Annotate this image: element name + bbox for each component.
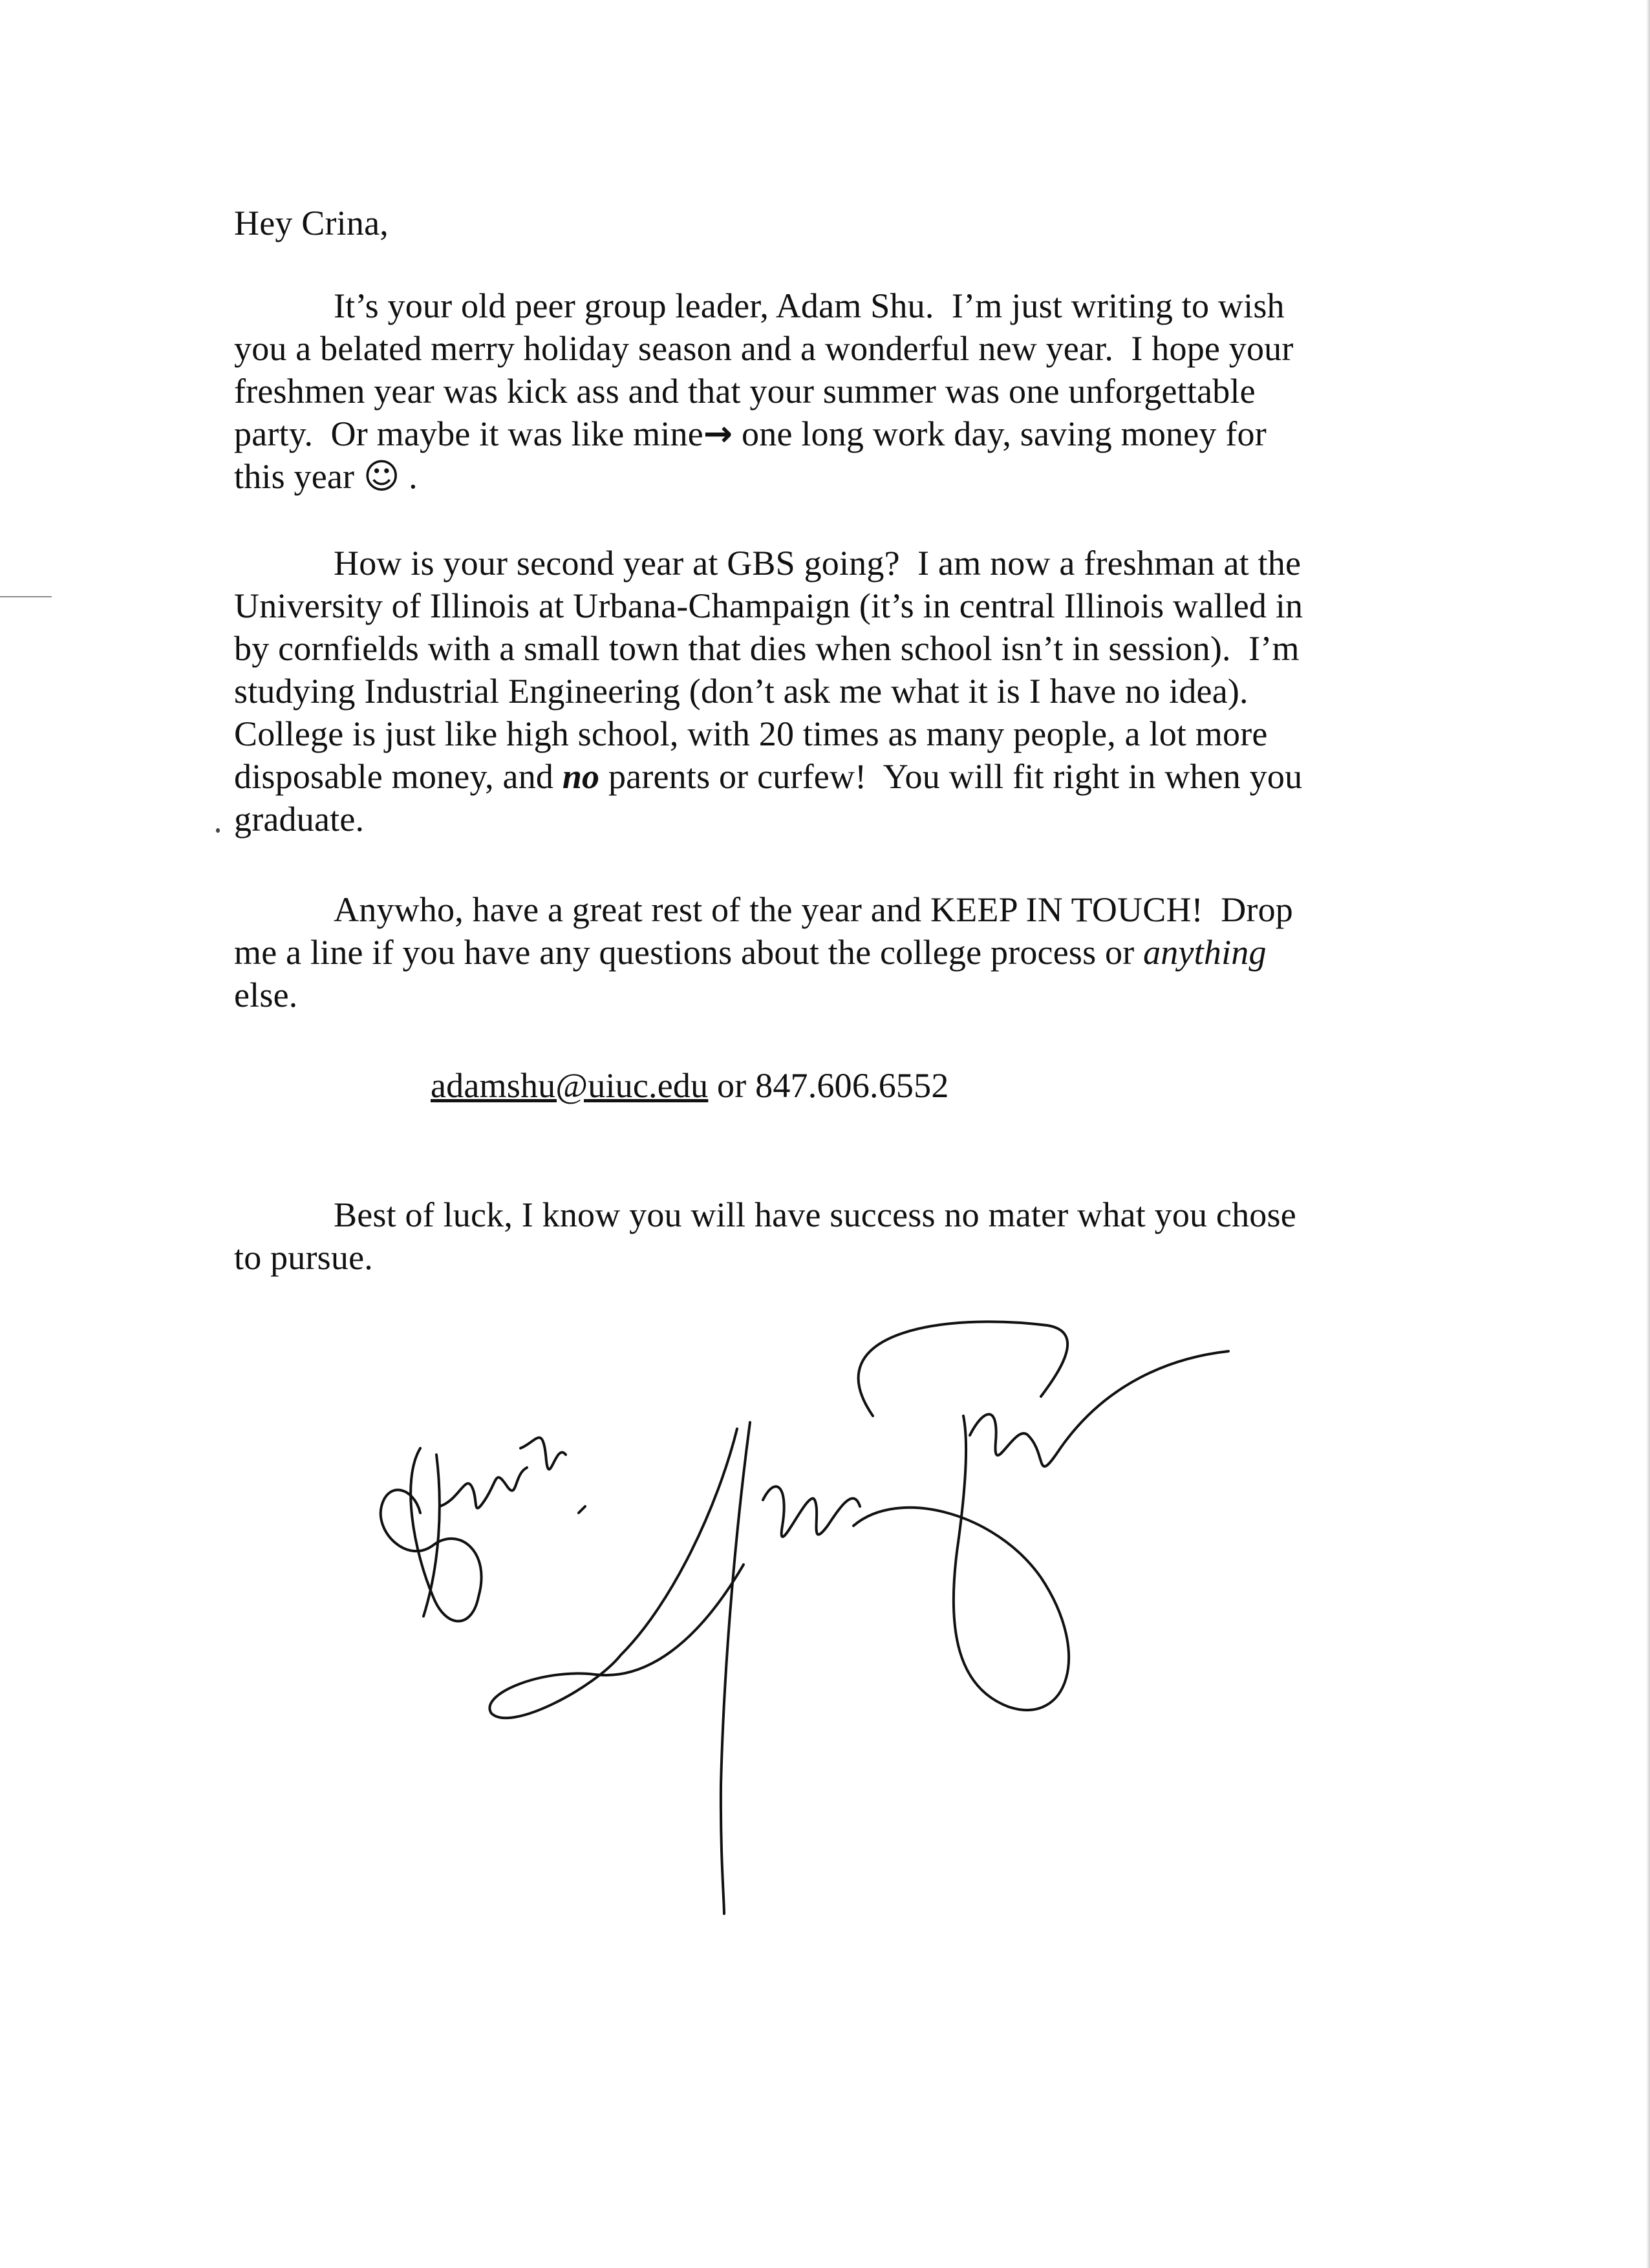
- p1-line-4b: one long work day, saving money for: [733, 414, 1267, 453]
- signature-stroke-c: [440, 1468, 527, 1508]
- emphasis-no: no: [562, 757, 600, 796]
- p1-line-5: [234, 455, 418, 498]
- p2-line-6a: disposable money, and: [234, 757, 562, 796]
- p1-line-5a: this year: [234, 457, 363, 496]
- phone-number: 847.606.6552: [755, 1066, 949, 1105]
- p2-line-4: studying Industrial Engineering (don’t ask me what it is I have no idea).: [234, 672, 1248, 711]
- p3-line-1: Anywho, have a great rest of the year and KEEP IN TOUCH! Drop: [334, 890, 1294, 929]
- p3-line-2a: me a line if you have any questions about the college process or: [234, 933, 1144, 972]
- handwritten-signature: [362, 1293, 1254, 1927]
- signature-stroke-d: [520, 1438, 566, 1470]
- p3-line-2: [234, 931, 1267, 974]
- p3-line-3: else.: [234, 976, 298, 1014]
- scan-mark: [0, 596, 52, 597]
- email-link[interactable]: adamshu@uiuc.edu: [431, 1066, 709, 1105]
- emphasis-anything: anything: [1143, 933, 1267, 972]
- arrow-icon: →: [703, 413, 733, 454]
- signature-stroke-e: [489, 1429, 744, 1718]
- signature-stroke-h: [859, 1321, 1067, 1416]
- p2-line-3: by cornfields with a small town that dies when school isn’t in session). I’m: [234, 629, 1300, 668]
- contact-line: [431, 1064, 949, 1107]
- contact-separator: or: [708, 1066, 756, 1105]
- signature-stroke-i: [853, 1416, 1069, 1710]
- signature-stroke-j: [970, 1351, 1228, 1466]
- p2-line-5: College is just like high school, with 20 times as many people, a lot more: [234, 714, 1268, 753]
- p2-line-1: How is your second year at GBS going? I am now a freshman at the: [334, 544, 1302, 583]
- signature-comma: [579, 1506, 585, 1513]
- p1-line-2: you a belated merry holiday season and a wonderful new year. I hope your: [234, 329, 1294, 368]
- p1-line-5b: .: [400, 457, 418, 496]
- p2-line-2: University of Illinois at Urbana-Champaign (it’s in central Illinois walled in: [234, 586, 1303, 625]
- greeting: Hey Crina,: [234, 204, 389, 242]
- signature-stroke-g: [763, 1486, 860, 1537]
- signature-stroke-a: [381, 1448, 482, 1621]
- p2-line-6: [234, 755, 1302, 798]
- scan-edge-shadow: [1646, 0, 1650, 2268]
- smiley-icon: ☺: [363, 456, 400, 497]
- scan-dot: [216, 828, 220, 833]
- p1-line-4a: party. Or maybe it was like mine: [234, 414, 703, 453]
- closing-line-1: Best of luck, I know you will have success no mater what you chose: [334, 1195, 1296, 1234]
- p2-line-7: graduate.: [234, 800, 365, 839]
- p1-line-4: [234, 412, 1267, 455]
- closing-line-2: to pursue.: [234, 1238, 373, 1277]
- p1-line-1: It’s your old peer group leader, Adam Shu. I’m just writing to wish: [334, 286, 1285, 325]
- p2-line-6b: parents or curfew! You will fit right in when you: [599, 757, 1303, 796]
- signature-stroke-f: [721, 1422, 750, 1914]
- p1-line-3: freshmen year was kick ass and that your summer was one unforgettable: [234, 372, 1256, 411]
